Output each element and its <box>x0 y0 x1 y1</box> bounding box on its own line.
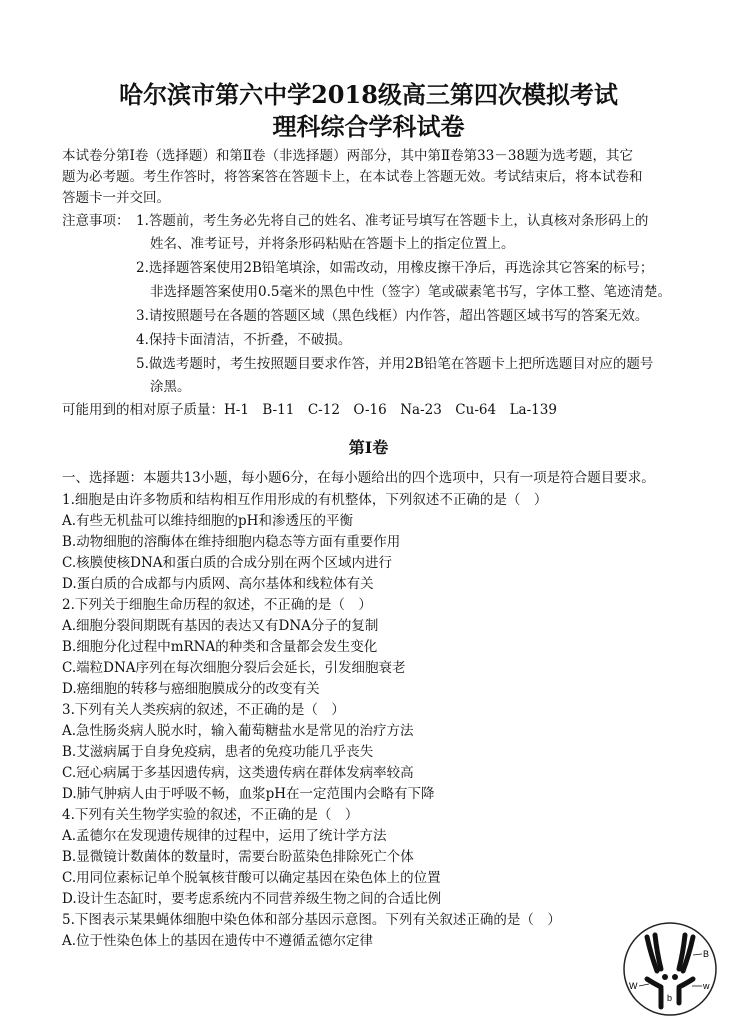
question-option: A.急性肠炎病人脱水时，输入葡萄糖盐水是常见的治疗方法 <box>62 723 414 739</box>
chromosome <box>662 974 668 980</box>
question-option: C.用同位素标记单个脱氧核苷酸可以确定基因在染色体上的位置 <box>62 870 441 886</box>
question-stem: 1.细胞是由许多物质和结构相互作用形成的有机整体，下列叙述不正确的是（ ） <box>62 492 548 508</box>
section-instructions: 一、选择题：本题共13小题，每小题6分，在每小题给出的四个选项中，只有一项是符合题目要求。 <box>62 470 655 486</box>
label-leader <box>639 984 649 986</box>
note-item: 姓名、准考证号，并将条形码粘贴在答题卡上的指定位置上。 <box>150 236 515 252</box>
gene-label: B <box>703 949 710 959</box>
exam-subtitle: 理科综合学科试卷 <box>272 112 465 141</box>
gene-label: b <box>667 993 673 1003</box>
note-item: 2.选择题答案使用2B铅笔填涂，如需改动，用橡皮擦干净后，再选涂其它答案的标号； <box>136 260 654 276</box>
question-stem: 4.下列有关生物学实验的叙述，不正确的是（ ） <box>62 807 359 823</box>
question-option: C.端粒DNA序列在每次细胞分裂后会延长，引发细胞衰老 <box>62 660 406 676</box>
question-option: C.核膜使核DNA和蛋白质的合成分别在两个区域内进行 <box>62 555 393 571</box>
question-option: B.细胞分化过程中mRNA的种类和含量都会发生变化 <box>62 639 378 655</box>
note-item: 涂黑。 <box>150 379 191 395</box>
question-option: D.肺气肿病人由于呼吸不畅，血浆pH在一定范围内会略有下降 <box>62 786 435 802</box>
question-option: D.蛋白质的合成都与内质网、高尔基体和线粒体有关 <box>62 576 374 592</box>
note-item: 1.答题前，考生务必先将自己的姓名、准考证号填写在答题卡上，认真核对条形码上的 <box>136 213 649 229</box>
intro-line-2: 题为必考题。考生作答时，将答案答在答题卡上，在本试卷上答题无效。考试结束后，将本试卷和 <box>62 169 643 185</box>
section-title: 第Ⅰ卷 <box>348 438 389 457</box>
chromosome <box>679 979 693 987</box>
chromosome-figure <box>617 917 723 1017</box>
intro-line-3: 答题卡一并交回。 <box>62 190 170 206</box>
question-option: D.设计生态缸时，要考虑系统内不同营养级生物之间的合适比例 <box>62 891 442 907</box>
gene-label: w <box>703 981 710 991</box>
exam-title: 哈尔滨市第六中学2018级高三第四次模拟考试 <box>119 80 618 109</box>
question-option: A.位于性染色体上的基因在遗传中不遵循孟德尔定律 <box>62 933 374 949</box>
note-item: 3.请按照题号在各题的答题区域（黑色线框）内作答，超出答题区域书写的答案无效。 <box>136 308 649 324</box>
question-option: A.有些无机盐可以维持细胞的pH和渗透压的平衡 <box>62 513 353 529</box>
question-option: A.孟德尔在发现遗传规律的过程中，运用了统计学方法 <box>62 828 387 844</box>
question-stem: 5.下图表示某果蝇体细胞中染色体和部分基因示意图。下列有关叙述正确的是（ ） <box>62 912 561 928</box>
question-stem: 3.下列有关人类疾病的叙述，不正确的是（ ） <box>62 702 345 718</box>
question-option: B.显微镜计数菌体的数量时，需要台盼蓝染色排除死亡个体 <box>62 849 414 865</box>
question-option: A.细胞分裂间期既有基因的表达又有DNA分子的复制 <box>62 618 379 634</box>
note-item: 非选择题答案使用0.5毫米的黑色中性（签字）笔或碳素笔书写，字体工整、笔迹清楚。 <box>150 284 671 300</box>
gene-label: W <box>629 981 638 991</box>
note-item: 4.保持卡面清洁，不折叠，不破损。 <box>136 332 352 348</box>
chromosome <box>672 974 678 980</box>
question-stem: 2.下列关于细胞生命历程的叙述，不正确的是（ ） <box>62 597 372 613</box>
chromosome <box>647 979 661 987</box>
atomic-masses: 可能用到的相对原子质量：H-1 B-11 C-12 O-16 Na-23 Cu-64 La-139 <box>62 402 557 418</box>
notes-label: 注意事项： <box>62 213 130 229</box>
question-option: B.艾滋病属于自身免疫病，患者的免疫功能几乎丧失 <box>62 744 374 760</box>
label-leader <box>693 954 702 955</box>
intro-line-1: 本试卷分第Ⅰ卷（选择题）和第Ⅱ卷（非选择题）两部分，其中第Ⅱ卷第33－38题为选考题，其它 <box>62 148 634 164</box>
note-item: 5.做选考题时，考生按照题目要求作答，并用2B铅笔在答题卡上把所选题目对应的题号 <box>136 356 654 372</box>
question-option: B.动物细胞的溶酶体在维持细胞内稳态等方面有重要作用 <box>62 534 401 550</box>
question-option: D.癌细胞的转移与癌细胞膜成分的改变有关 <box>62 681 320 697</box>
question-option: C.冠心病属于多基因遗传病，这类遗传病在群体发病率较高 <box>62 765 414 781</box>
